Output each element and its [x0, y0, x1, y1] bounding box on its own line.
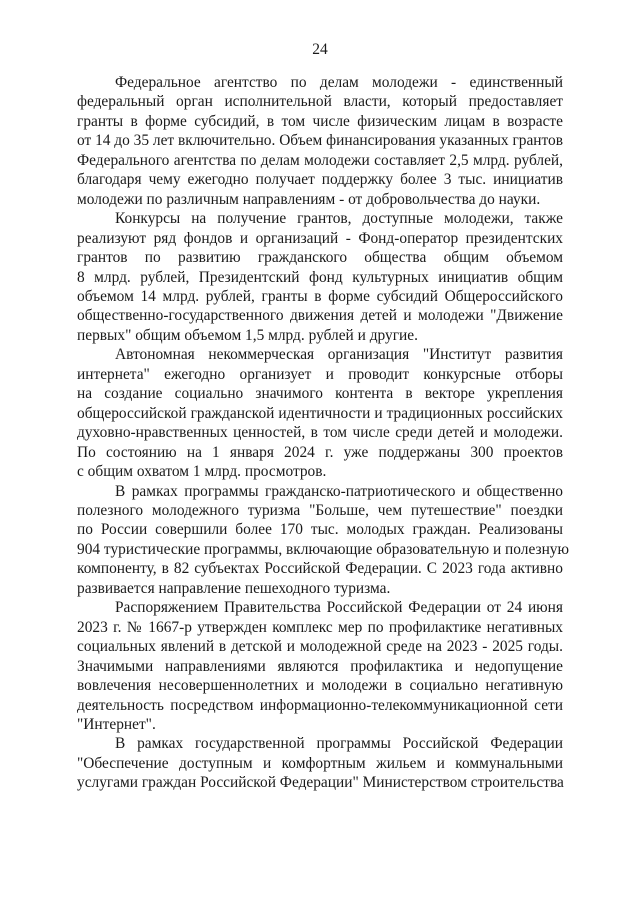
text-line: Федерального агентства по делам молодежи составляет 2,5 млрд. рублей, — [77, 151, 563, 169]
text-line: "Обеспечение доступным и комфортным жильем и коммунальными — [77, 754, 563, 772]
text-line: В рамках государственной программы Российской Федерации — [115, 735, 563, 753]
page-number: 24 — [312, 41, 328, 58]
text-line: вовлечения несовершеннолетних и молодежи в социально негативную — [77, 677, 563, 695]
text-line: благодаря чему ежегодно получает поддержку более 3 тыс. инициатив — [77, 171, 563, 189]
text-line: молодежи по различным направлениям - от добровольчества до науки. — [77, 190, 541, 208]
text-line: 2023 г. № 1667-р утвержден комплекс мер по профилактике негативных — [77, 618, 563, 636]
text-line: реализуют ряд фондов и организаций - Фонд-оператор президентских — [77, 229, 563, 247]
text-line: объемом 14 млрд. рублей, гранты в форме субсидий Общероссийского — [77, 287, 563, 305]
text-line: полезного молодежного туризма "Больше, чем путешествие" поездки — [77, 501, 563, 519]
text-line: По состоянию на 1 января 2024 г. уже поддержаны 300 проектов — [77, 443, 563, 461]
text-line: интернета" ежегодно организует и проводит конкурсные отборы — [77, 365, 563, 383]
text-line: на создание социально значимого контента в векторе укрепления — [77, 385, 563, 403]
text-line: компоненту, в 82 субъектах Российской Федерации. С 2023 года активно — [77, 560, 563, 578]
document-body — [77, 73, 569, 793]
text-line: общественно-государственного движения детей и молодежи "Движение — [77, 307, 563, 325]
text-line: по России совершили более 170 тыс. молодых граждан. Реализованы — [77, 521, 563, 539]
paragraph-youth-tourism — [77, 482, 569, 599]
text-line: услугами граждан Российской Федерации" Министерством строительства — [77, 774, 564, 792]
text-line: Автономная некоммерческая организация "Институт развития — [115, 346, 563, 364]
text-line: общероссийской гражданской идентичности и традиционных российских — [77, 404, 563, 422]
paragraph-grant-competitions — [77, 209, 563, 345]
text-line: "Интернет". — [77, 715, 156, 733]
text-line: федеральный орган исполнительной власти, который предоставляет — [77, 93, 563, 111]
text-line: социальных явлений в детской и молодежной среде на 2023 - 2025 годы. — [77, 638, 563, 656]
text-line: Распоряжением Правительства Российской Федерации от 24 июня — [115, 599, 563, 617]
text-line: 8 млрд. рублей, Президентский фонд культурных инициатив общим — [77, 268, 563, 286]
text-line: Конкурсы на получение грантов, доступные молодежи, также — [115, 210, 563, 228]
text-line: с общим охватом 1 млрд. просмотров. — [77, 463, 327, 481]
text-line: Федеральное агентство по делам молодежи - единственный — [115, 74, 563, 91]
paragraph-housing-program — [77, 734, 563, 792]
text-line: от 14 до 35 лет включительно. Объем финансирования указанных грантов — [77, 132, 563, 150]
text-line: деятельность посредством информационно-телекоммуникационной сети — [77, 696, 563, 714]
text-line: 904 туристические программы, включающие образовательную и полезную — [77, 540, 569, 558]
paragraph-rosmolodezh-grants — [77, 73, 563, 209]
text-line: развивается направление пешеходного туризма. — [77, 579, 391, 597]
text-line: духовно-нравственных ценностей, в том числе среди детей и молодежи. — [77, 424, 563, 442]
text-line: В рамках программы гражданско-патриотического и общественно — [115, 482, 563, 500]
paragraph-government-order — [77, 598, 563, 734]
paragraph-internet-institute — [77, 345, 563, 481]
text-line: гранты в форме субсидий, в том числе физическим лицам в возрасте — [77, 112, 563, 130]
text-line: первых" общим объемом 1,5 млрд. рублей и другие. — [77, 326, 418, 344]
text-line: Значимыми направлениями являются профилактика и недопущение — [77, 657, 563, 675]
text-line: грантов по развитию гражданского общества общим объемом — [77, 249, 563, 267]
